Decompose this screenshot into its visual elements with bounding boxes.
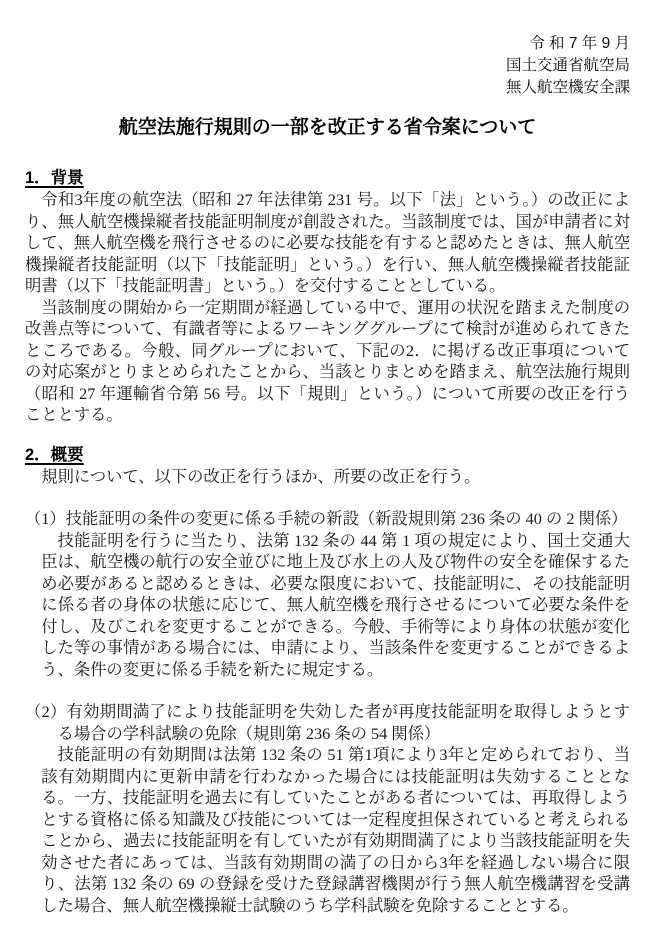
section-overview [25, 444, 630, 917]
section1-paragraph-1: 令和3年度の航空法（昭和 27 年法律第 231 号。以下「法」という。）の改正により、無人航空機操縦者技能証明制度が創設された。当該制度では、国が申請者に対して、無人航空機を飛行させるのに必要な技能を有すると認めたときは、無人航空機操縦者技能証明（以下「技能証明」という。）を行い、無人航空機操縦者技能証明書（以下「技能証明書」という。）を交付することとしている。 [25, 190, 630, 295]
section1-paragraph-2: 当該制度の開始から一定期間が経過している中で、運用の状況を踏まえた制度の改善点等について、有識者等によるワーキンググループにて検討が進められてきたところである。今般、同グループにおいて、下記の2．に掲げる改正事項についての対応案がとりまとめられたことから、当該とりまとめを踏まえ、航空法施行規則（昭和 27 年運輸省令第 56 号。以下「規則」という。）について所要の改正を行うこととする。 [25, 297, 630, 424]
header-org-bureau: 国土交通省航空局 [505, 57, 630, 74]
amendment-item-1 [25, 508, 630, 680]
amendment-item-1-body: 技能証明を行うに当たり、法第 132 条の 44 第 1 項の規定により、国土交通大臣は、航空機の航行の安全並びに地上及び水上の人及び物件の安全を確保するため必要があると認めるときは、必要な限度において、技能証明に、その技能証明に係る者の身体の状態に応じて、無人航空機を飛行させるについて必要な条件を付し、及びこれを変更することができる。今般、手術等により身体の状態が変化した等の事情がある場合には、申請により、当該条件を変更することができるよう、条件の変更に係る手続を新たに規定する。 [41, 530, 630, 679]
section-background [25, 167, 630, 426]
header-date: 令 和 7 年 9 月 [529, 35, 630, 52]
amendment-item-1-heading: （1）技能証明の条件の変更に係る手続の新設（新設規則第 236 条の 40 の 2 関係） [25, 509, 628, 528]
amendment-item-2 [25, 701, 630, 916]
amendment-item-2-body: 技能証明の有効期間は法第 132 条の 51 第1項により3年と定められており、当該有効期間内に更新申請を行わなかった場合には技能証明は失効することとなる。一方、技能証明を過去に有していたことがある者については、再取得しようとする資格に係る知識及び技能については一定程度担保されていると考えられることから、過去に技能証明を有していたが有効期間満了により当該技能証明を失効させた者にあっては、当該有効期間の満了の日から3年を経過しない場合に限り、法第 132 条の 69 の登録を受けた登録講習機関が行う無人航空機講習を受講した場合、無人航空機操縦士試験のうち学科試験を免除することとする。 [41, 745, 630, 915]
document-title: 航空法施行規則の一部を改正する省令案について [118, 117, 537, 138]
amendment-item-2-heading: （2）有効期間満了により技能証明を失効した者が再度技能証明を取得しようとする場合の学科試験の免除（規則第 236 条の 54 関係） [25, 702, 630, 743]
document-header [25, 33, 630, 99]
section2-heading: 2．概要 [25, 445, 84, 464]
header-org-division: 無人航空機安全課 [505, 79, 630, 96]
section1-heading: 1．背景 [25, 169, 84, 187]
section2-intro: 規則について、以下の改正を行うほか、所要の改正を行う。 [41, 466, 481, 486]
